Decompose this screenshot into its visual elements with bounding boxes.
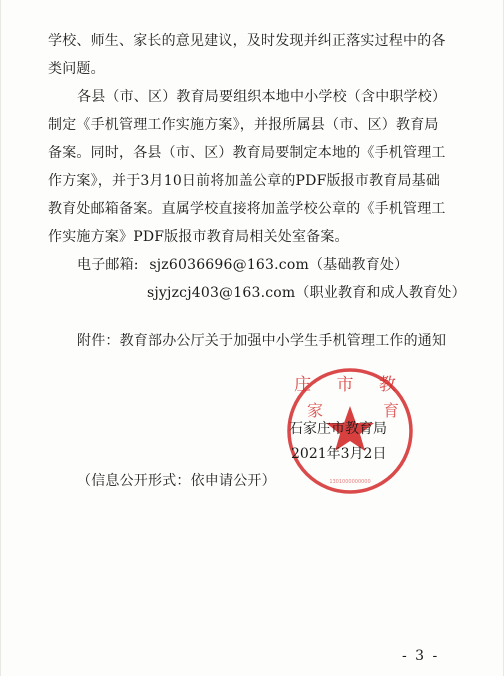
paragraph-line: 类问题。	[48, 61, 105, 77]
paragraph-line: 制定《手机管理工作实施方案》，并报所属县（市、区）教育局	[48, 117, 439, 133]
page-number: - 3 -	[402, 648, 440, 664]
paragraph-line: 各县（市、区）教育局要组织本地中小学校（含中职学校）	[77, 89, 447, 105]
email-address-vocational[interactable]: sjyjzcj403@163.com（职业教育和成人教育处）	[147, 285, 466, 301]
svg-text:家: 家	[307, 401, 324, 420]
paragraph-line: 作实施方案》PDF版报市教育局相关处室备案。	[48, 229, 349, 245]
svg-text:庄 市 教: 庄 市 教	[294, 375, 406, 395]
svg-text:育: 育	[383, 401, 400, 420]
paragraph-line: 作方案》，并于3月10日前将加盖公章的PDF版报市教育局基础	[48, 173, 441, 189]
svg-text:1301000000000: 1301000000000	[329, 479, 371, 485]
email-address-basic[interactable]: sjz6036696@163.com（基础教育处）	[149, 257, 409, 273]
email-row	[77, 256, 408, 274]
email-label: 电子邮箱:	[77, 257, 139, 273]
paragraph-line: 学校、师生、家长的意见建议，及时发现并纠正落实过程中的各	[48, 33, 446, 49]
signature-org: 石家庄市教育局	[289, 421, 387, 437]
attachment-line: 附件：教育部办公厅关于加强中小学生手机管理工作的通知	[77, 333, 447, 349]
paragraph-line: 教育处邮箱备案。直属学校直接将加盖学校公章的《手机管理工	[48, 201, 446, 217]
disclosure-note: （信息公开形式：依申请公开）	[77, 473, 276, 489]
paragraph-line: 备案。同时，各县（市、区）教育局要制定本地的《手机管理工	[48, 145, 446, 161]
signature-date: 2021年3月2日	[291, 446, 387, 462]
